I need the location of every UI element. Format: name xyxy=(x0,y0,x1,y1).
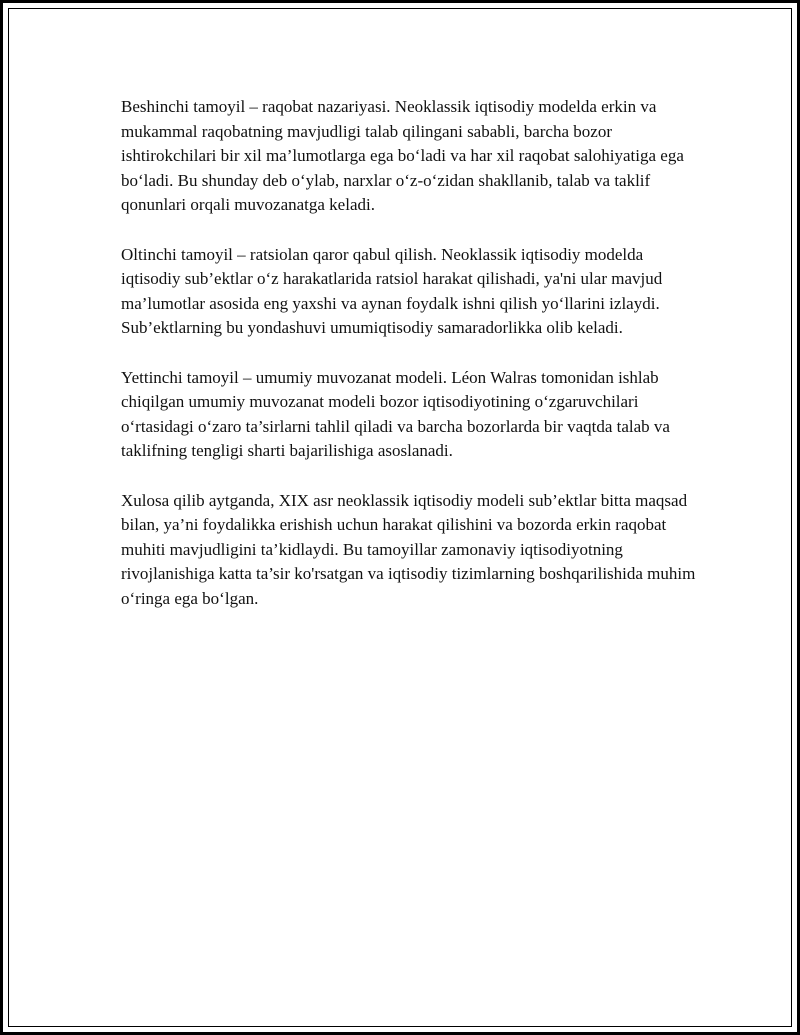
paragraph-seventh-principle: Yettinchi tamoyil – umumiy muvozanat modeli. Léon Walras tomonidan ishlab chiqilgan umumiy muvozanat modeli bozor iqtisodiyotining o‘zgaruvchilari o‘rtasidagi o‘zaro ta’sirlarni tahlil qiladi va barcha bozorlarda bir vaqtda talab va taklifning tengligi sharti bajarilishiga asoslanadi. xyxy=(121,367,670,461)
paragraph-conclusion: Xulosa qilib aytganda, XIX asr neoklassik iqtisodiy modeli sub’ektlar bitta maqsad bilan, ya’ni foydalikka erishish uchun harakat qilishini va bozorda erkin raqobat muhiti mavjudligini ta’kidlaydi. Bu tamoyillar zamonaviy iqtisodiyotning rivojlanishiga katta ta’sir ko'rsatgan va iqtisodiy tizimlarning boshqarilishida muhim o‘ringa ega bo‘lgan. xyxy=(121,490,696,608)
paragraph-fifth-principle: Beshinchi tamoyil – raqobat nazariyasi. Neoklassik iqtisodiy modelda erkin va mukammal raqobatning mavjudligi talab qilingani sababli, barcha bozor ishtirokchilari bir xil ma’lumotlarga ega bo‘ladi va har xil raqobat salohiyatiga ega bo‘ladi. Bu shunday deb o‘ylab, narxlar o‘z-o‘zidan shakllanib, talab va taklif qonunlari orqali muvozanatga keladi. xyxy=(121,97,684,215)
paragraph-sixth-principle: Oltinchi tamoyil – ratsiolan qaror qabul qilish. Neoklassik iqtisodiy modelda iqtisodiy sub’ektlar o‘z harakatlarida ratsiol harakat qilishadi, ya'ni ular mavjud ma’lumotlar asosida eng yaxshi va aynan foydalk ishni qilish yo‘llarini izlaydi. Sub’ektlarning bu yondashuvi umumiqtisodiy samaradorlikka olib keladi. xyxy=(121,244,663,338)
document-body xyxy=(121,95,701,636)
